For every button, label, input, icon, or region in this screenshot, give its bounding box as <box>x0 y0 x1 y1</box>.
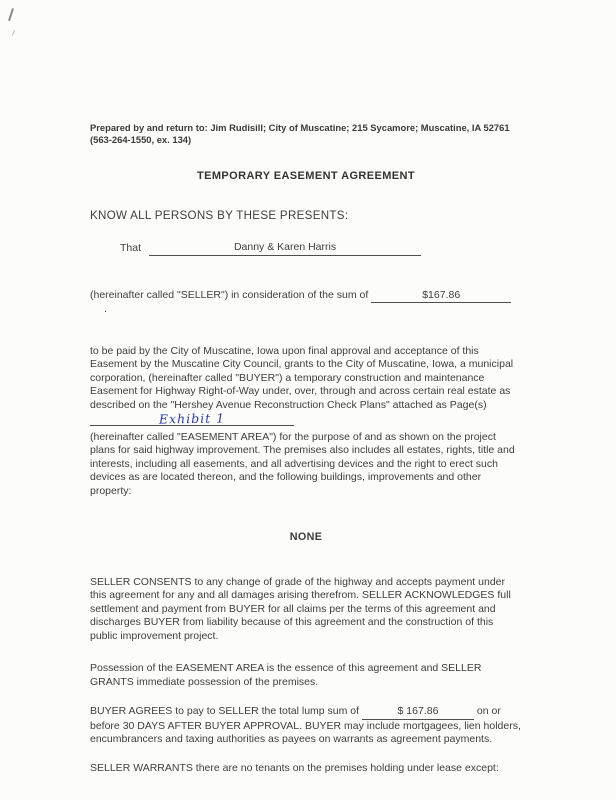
grant-paragraph-text: to be paid by the City of Muscatine, Iowa upon final approval and acceptance of this Easement by the Muscatine City Council, grants to the City of Muscatine, Iowa, a municipal corporation, (hereinafter called "BUYER") a temporary construction and maintenance Easement for Highway Right-of-Way under, over, through and across certain real estate as described on the "Hershey Avenue Reconstruction Check Plans" attached as Page(s) <box>90 344 514 411</box>
buyer-agrees-paragraph <box>90 705 522 747</box>
consideration-text: (hereinafter called "SELLER") in consideration of the sum of <box>90 288 369 301</box>
buyer-agrees-text: BUYER AGREES to pay to SELLER the total lump sum of <box>90 705 360 718</box>
consideration-line <box>90 289 522 317</box>
lump-sum-blank <box>362 705 474 720</box>
scan-artifact-mark <box>8 8 13 21</box>
seller-consents-paragraph: SELLER CONSENTS to any change of grade of the highway and accepts payment under this agreement for any and all damages arising therefrom. SELLER ACKNOWLEDGES full settlement and payment from BUYER for all claims per the terms of this agreement and discharges BUYER from liability because of this agreement and the construction of this public improvement project. <box>90 575 511 642</box>
buyer-agrees-continued: on or before 30 DAYS AFTER BUYER APPROVAL. BUYER may include mortgagees, lien holders, encumbrancers and taxing authorities as payees on warrants as agreement payments. <box>90 705 521 746</box>
grantor-row <box>90 241 522 256</box>
presents-line: KNOW ALL PERSONS BY THESE PRESENTS: <box>90 208 349 222</box>
seller-warrants-paragraph: SELLER WARRANTS there are no tenants on the premises holding under lease except: <box>90 761 499 774</box>
that-label: That <box>120 242 142 255</box>
sum-blank <box>371 289 511 304</box>
easement-area-paragraph: (hereinafter called "EASEMENT AREA") for the purpose of and as shown on the project plans for said highway improvement. The premises also includes all estates, rights, title and interests, including all easements, and all advertising devices and the right to erect such devices as are located thereon, and the following buildings, improvements and other property: <box>90 430 515 497</box>
lump-sum-value: $ 167.86 <box>397 705 439 718</box>
none-label: NONE <box>289 531 323 544</box>
scan-artifact-mark-2 <box>12 30 15 36</box>
grant-paragraph <box>90 345 522 431</box>
sum-value: $167.86 <box>422 288 461 301</box>
prepared-by-line: Prepared by and return to: Jim Rudisill; City of Muscatine; 215 Sycamore; Muscatine, IA 52761 (563-264-1550, ex. 134) <box>90 122 510 145</box>
seller-name-blank <box>149 241 421 256</box>
seller-name-value: Danny & Karen Harris <box>233 241 337 254</box>
document-title: TEMPORARY EASEMENT AGREEMENT <box>197 170 415 183</box>
pages-blank <box>90 412 294 426</box>
document-content <box>90 122 522 775</box>
possession-paragraph: Possession of the EASEMENT AREA is the essence of this agreement and SELLER GRANTS immediate possession of the premises. <box>90 662 482 688</box>
consideration-period: . <box>104 303 107 316</box>
exhibit-handwriting: Exhibit 1 <box>158 410 226 427</box>
